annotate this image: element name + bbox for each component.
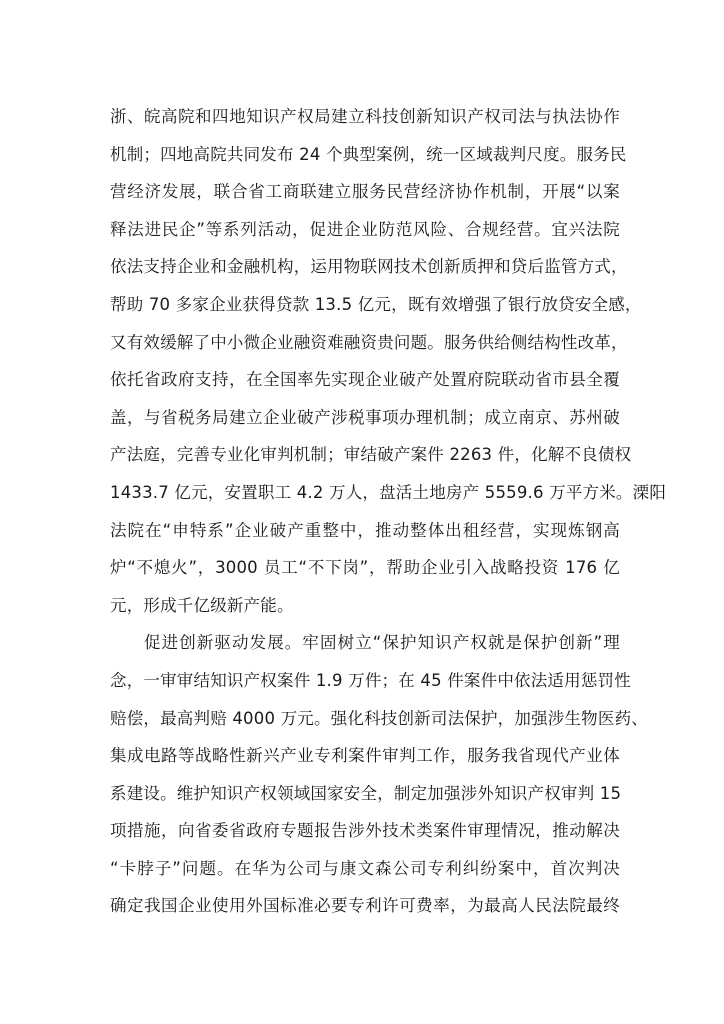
- text-line: 法院在“申特系”企业破产重整中，推动整体出租经营，实现炼钢高: [110, 520, 620, 540]
- text-line: 依托省政府支持，在全国率先实现企业破产处置府院联动省市县全覆: [110, 370, 620, 390]
- paragraph-1: [110, 98, 667, 624]
- text-line: 产法庭，完善专业化审判机制；审结破产案件 2263 件，化解不良债权: [110, 445, 632, 465]
- text-line: 释法进民企”等系列活动，促进企业防范风险、合规经营。宜兴法院: [110, 219, 620, 239]
- text-line: 炉“不熄火”，3000 员工“不下岗”，帮助企业引入战略投资 176 亿: [110, 558, 620, 578]
- text-line: 帮助 70 多家企业获得贷款 13.5 亿元，既有效增强了银行放贷安全感，: [110, 294, 642, 314]
- text-line: 确定我国企业使用外国标准必要专利许可费率，为最高人民法院最终: [110, 896, 620, 916]
- paragraph-2: [110, 624, 648, 925]
- text-line: 1433.7 亿元，安置职工 4.2 万人，盘活土地房产 5559.6 万平方米。溧阳: [110, 482, 667, 502]
- text-line: 浙、皖高院和四地知识产权局建立科技创新知识产权司法与执法协作: [110, 107, 620, 126]
- body-text: [110, 98, 667, 925]
- text-line: 系建设。维护知识产权领域国家安全，制定加强涉外知识产权审判 15: [110, 783, 622, 803]
- text-line: 又有效缓解了中小微企业融资难融资贵问题。服务供给侧结构性改革，: [110, 332, 628, 352]
- text-line: 营经济发展，联合省工商联建立服务民营经济协作机制，开展“以案: [110, 182, 620, 202]
- text-line: 念，一审审结知识产权案件 1.9 万件；在 45 件案件中依法适用惩罚性: [110, 670, 631, 690]
- text-line: 机制；四地高院共同发布 24 个典型案例，统一区域裁判尺度。服务民: [110, 144, 627, 164]
- text-line: 促进创新驱动发展。牢固树立“保护知识产权就是保护创新”理: [144, 633, 620, 653]
- text-line: 项措施，向省委省政府专题报告涉外技术类案件审理情况，推动解决: [110, 821, 620, 841]
- text-line: 赔偿，最高判赔 4000 万元。强化科技创新司法保护，加强涉生物医药、: [110, 708, 648, 728]
- text-line: 元，形成千亿级新产能。: [110, 595, 294, 615]
- text-line: 集成电路等战略性新兴产业专利案件审判工作，服务我省现代产业体: [110, 746, 620, 766]
- text-line: “卡脖子”问题。在华为公司与康文森公司专利纠纷案中，首次判决: [110, 858, 620, 878]
- text-line: 依法支持企业和金融机构，运用物联网技术创新质押和贷后监管方式，: [110, 257, 628, 277]
- text-line: 盖，与省税务局建立企业破产涉税事项办理机制；成立南京、苏州破: [110, 407, 620, 427]
